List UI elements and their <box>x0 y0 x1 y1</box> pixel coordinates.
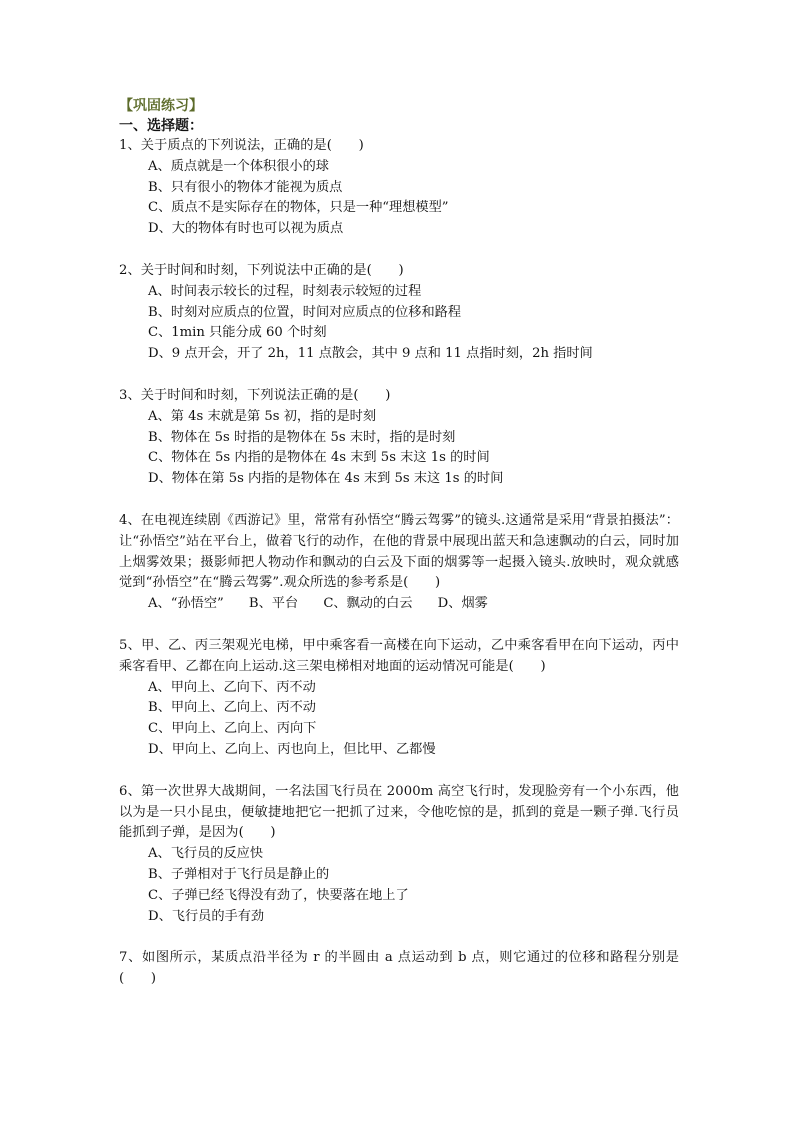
question-6-option-b: B、子弹相对于飞行员是静止的 <box>148 866 330 882</box>
question-1 <box>119 136 679 240</box>
question-3-option-b: B、物体在 5s 时指的是物体在 5s 末时，指的是时刻 <box>148 429 456 445</box>
question-5-option-d: D、甲向上、乙向上、丙也向上，但比甲、乙都慢 <box>148 741 436 757</box>
question-5-option-a: A、甲向上、乙向下、丙不动 <box>148 679 316 695</box>
question-2-option-d: D、9 点开会，开了 2h，11 点散会，其中 9 点和 11 点指时刻，2h 指时间 <box>148 346 593 362</box>
question-3-option-c: C、物体在 5s 内指的是物体在 4s 末到 5s 末这 1s 的时间 <box>148 450 490 466</box>
question-6-stem: 6、第一次世界大战期间，一名法国飞行员在 2000m 高空飞行时，发现脸旁有一个小东西，他以为是一只小昆虫，便敏捷地把它一把抓了过来，令他吃惊的是，抓到的竟是一颗子弹.飞行员能抓到子弹，是因为( ) <box>119 783 679 841</box>
question-7 <box>119 948 679 990</box>
question-2 <box>119 261 679 365</box>
part-title: 一、选择题： <box>119 118 203 134</box>
question-5-stem: 5、甲、乙、丙三架观光电梯，甲中乘客看一高楼在向下运动，乙中乘客看甲在向下运动，丙中乘客看甲、乙都在向上运动.这三架电梯相对地面的运动情况可能是( ) <box>119 637 679 674</box>
question-6 <box>119 782 679 928</box>
question-6-option-a: A、飞行员的反应快 <box>148 846 264 862</box>
question-4-options: A、“孙悟空” B、平台 C、飘动的白云 D、烟雾 <box>148 596 488 612</box>
question-1-option-b: B、只有很小的物体才能视为质点 <box>148 179 343 195</box>
worksheet-page <box>119 96 679 990</box>
question-2-option-c: C、1min 只能分成 60 个时刻 <box>148 325 327 341</box>
question-2-option-b: B、时刻对应质点的位置，时间对应质点的位移和路程 <box>148 304 462 320</box>
question-4-stem: 4、在电视连续剧《西游记》里，常常有孙悟空“腾云驾雾”的镜头.这通常是采用“背景拍摄法”：让“孙悟空”站在平台上，做着飞行的动作，在他的背景中展现出蓝天和急速飘动的白云，同时加上烟雾效果；摄影师把人物动作和飘动的白云及下面的烟雾等一起摄入镜头.放映时，观众就感觉到“孙悟空”在“腾云驾雾”.观众所选的参考系是( ) <box>119 512 679 591</box>
question-4 <box>119 511 679 615</box>
question-3 <box>119 386 679 490</box>
question-6-option-c: C、子弹已经飞得没有劲了，快要落在地上了 <box>148 887 409 903</box>
question-1-option-d: D、大的物体有时也可以视为质点 <box>148 221 344 237</box>
question-1-stem: 1、关于质点的下列说法，正确的是( ) <box>119 138 364 153</box>
question-3-stem: 3、关于时间和时刻，下列说法正确的是( ) <box>119 387 391 403</box>
question-2-option-a: A、时间表示较长的过程，时刻表示较短的过程 <box>148 283 422 299</box>
question-5 <box>119 636 679 761</box>
question-2-stem: 2、关于时间和时刻，下列说法中正确的是( ) <box>119 262 404 278</box>
question-1-option-c: C、质点不是实际存在的物体，只是一种“理想模型” <box>148 200 449 216</box>
question-3-option-a: A、第 4s 末就是第 5s 初，指的是时刻 <box>148 408 377 424</box>
question-7-stem: 7、如图所示，某质点沿半径为 r 的半圆由 a 点运动到 b 点，则它通过的位移和路程分别是( ) <box>119 950 679 987</box>
question-3-option-d: D、物体在第 5s 内指的是物体在 4s 末到 5s 末这 1s 的时间 <box>148 471 504 487</box>
question-5-option-b: B、甲向上、乙向上、丙不动 <box>148 700 316 716</box>
question-6-option-d: D、飞行员的手有劲 <box>148 908 265 924</box>
question-5-option-c: C、甲向上、乙向上、丙向下 <box>148 721 317 737</box>
section-title: 【巩固练习】 <box>119 98 203 114</box>
question-1-option-a: A、质点就是一个体积很小的球 <box>148 158 329 174</box>
